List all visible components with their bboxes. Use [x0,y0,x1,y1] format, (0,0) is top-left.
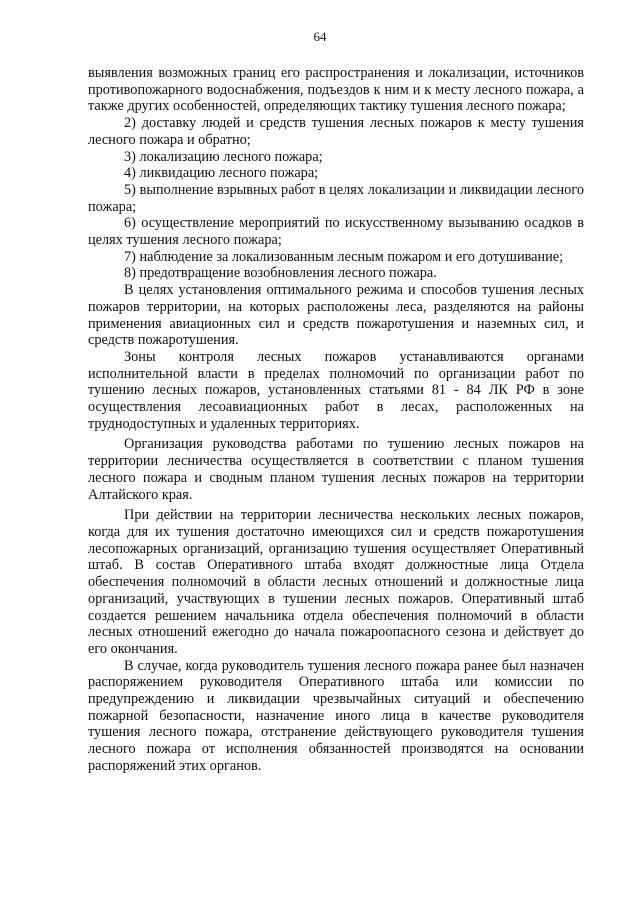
paragraph: 5) выполнение взрывных работ в целях локализации и ликвидации лесного пожара; [88,181,584,215]
paragraph: 2) доставку людей и средств тушения лесных пожаров к месту тушения лесного пожара и обратно; [88,115,584,148]
paragraph: 8) предотвращение возобновления лесного пожара. [124,265,437,282]
paragraph: 3) локализацию лесного пожара; [124,148,323,165]
paragraph: В случае, когда руководитель тушения лесного пожара ранее был назначен распоряжением руководителя Оперативного штаба или комиссии по предупреждению и ликвидации чрезвычайных ситуаций и обеспечению пожарной безопасности, назначение иного лица в качестве руководителя тушения лесного пожара, отстранение действующего руководителя тушения лесного пожара от исполнения обязанностей производятся на основании распоряжений этих органов. [88,657,584,774]
paragraph: 4) ликвидацию лесного пожара; [124,165,319,182]
paragraph: Организация руководства работами по тушению лесных пожаров на территории лесничества осуществляется в соответствии с планом тушения лесного пожара и сводным планом тушения лесных пожаров на территории Алтайского края. [88,436,584,503]
paragraph: В целях установления оптимального режима и способов тушения лесных пожаров территории, на которых расположены леса, разделяются на районы применения авиационных сил и средств пожаротушения и наземных сил, и средств пожаротушения. [88,282,584,349]
paragraph: 6) осуществление мероприятий по искусственному вызыванию осадков в целях тушения лесного пожара; [88,215,584,249]
paragraph: При действии на территории лесничества нескольких лесных пожаров, когда для их тушения достаточно имеющихся сил и средств пожаротушения лесопожарных организаций, организацию тушения осуществляет Оперативный штаб. В состав Оперативного штаба входят должностные лица Отдела обеспечения полномочий в области лесных отношений и должностные лица организаций, участвующих в тушении лесных пожаров. Оперативный штаб создается решением начальника отдела обеспечения полномочий в области лесных отношений ежегодно до начала пожароопасного сезона и действует до его окончания. [88,507,584,657]
page-number: 64 [313,29,327,44]
paragraph: Зоны контроля лесных пожаров устанавливаются органами исполнительной власти в пределах полномочий по организации работ по тушению лесных пожаров, установленных статьями 81 - 84 ЛК РФ в зоне осуществления лесоавиационных работ в лесах, расположенных на труднодоступных и удаленных территориях. [88,348,584,432]
paragraph: выявления возможных границ его распространения и локализации, источников противопожарного водоснабжения, подъездов к ним и к месту лесного пожара, а также других особенностей, определяющих тактику тушения лесного пожара; [88,65,584,115]
body-text [88,65,584,775]
paragraph: 7) наблюдение за локализованным лесным пожаром и его дотушивание; [124,248,564,265]
